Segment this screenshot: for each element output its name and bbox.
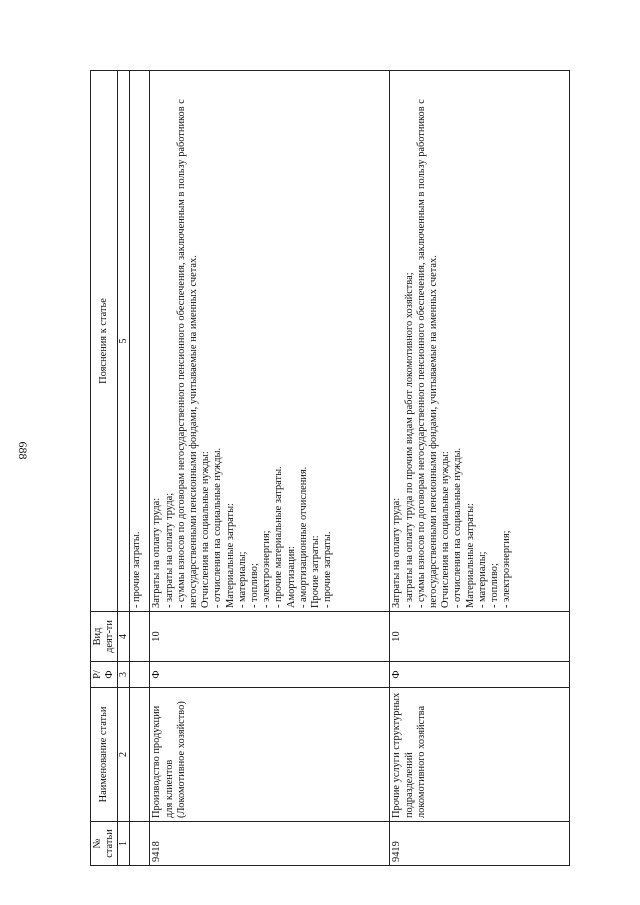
explanation-line: Отчисления на социальные нужды: — [440, 451, 452, 608]
item-rf: Ф — [150, 662, 390, 688]
column-number-row — [118, 71, 130, 866]
rotated-table-container — [90, 71, 600, 866]
explanation-cell: - прочие затраты. — [130, 71, 150, 612]
item-activity: 10 — [390, 612, 570, 662]
header-name: Наименование статьи — [91, 688, 118, 822]
column-number: 3 — [118, 662, 130, 688]
item-name: Прочие услуги структурных подразделений локомотивного хозяйства — [390, 688, 570, 822]
header-activity: Вид деят-ти — [91, 612, 118, 662]
explanation-line: Материальные затраты: — [224, 503, 236, 608]
explanation-line: - затраты на оплату труда; — [163, 492, 175, 608]
column-number: 2 — [118, 688, 130, 822]
header-num: № статьи — [91, 822, 118, 866]
explanation-line: Затраты на оплату труда: — [391, 497, 403, 608]
cost-items-table — [90, 70, 570, 866]
header-explanation: Пояснения к статье — [91, 71, 118, 612]
column-number: 5 — [118, 71, 130, 612]
item-number: 9418 — [150, 822, 390, 866]
explanation-line: - электроэнергия; — [261, 530, 273, 608]
explanation-line: - прочие затраты. — [322, 531, 334, 608]
explanation-line: Прочие затраты: — [310, 535, 322, 608]
explanation-line: Затраты на оплату труда: — [151, 497, 163, 608]
item-activity: 10 — [150, 612, 390, 662]
explanation-line: - топливо; — [249, 563, 261, 608]
header-rf: Р/ Ф — [91, 662, 118, 688]
explanation-line: - затраты на оплату труда по прочим видам работ локомотивного хозяйства; — [403, 272, 415, 608]
explanation-line: Материальные затраты: — [464, 503, 476, 608]
explanation-line: - суммы взносов по договорам негосударственного пенсионного обеспечения, заключенным в пользу работников с негосударственными пенсионными фондами, учитываемые на именных счетах. — [415, 99, 440, 608]
explanation-line: - топливо; — [489, 563, 501, 608]
explanation-cell — [390, 71, 570, 612]
explanation-cell — [150, 71, 390, 612]
explanation-line: - материалы; — [236, 551, 248, 608]
item-number: 9419 — [390, 822, 570, 866]
page-number: 688 — [16, 441, 30, 460]
column-number: 4 — [118, 612, 130, 662]
column-number: 1 — [118, 822, 130, 866]
table-row — [150, 71, 390, 866]
item-rf: Ф — [390, 662, 570, 688]
table-row — [390, 71, 570, 866]
explanation-line: - отчисления на социальные нужды. — [212, 447, 224, 608]
explanation-line: - амортизационные отчисления. — [297, 466, 309, 608]
explanation-line: - материалы; — [476, 551, 488, 608]
explanation-line: - суммы взносов по договорам негосударственного пенсионного обеспечения, заключенным в пользу работников с негосударственными пенсионными фондами, учитываемые на именных счетах. — [175, 99, 200, 608]
explanation-line: - прочие материальные затраты. — [273, 466, 285, 608]
explanation-line: - электроэнергия; — [501, 530, 513, 608]
explanation-line: - отчисления на социальные нужды. — [452, 447, 464, 608]
item-name: Производство продукции для клиентов (Локомотивное хозяйство) — [150, 688, 390, 822]
table-row-continued — [130, 71, 150, 866]
explanation-line: Амортизация: — [285, 546, 297, 608]
explanation-line: Отчисления на социальные нужды: — [200, 451, 212, 608]
header-row — [91, 71, 118, 866]
